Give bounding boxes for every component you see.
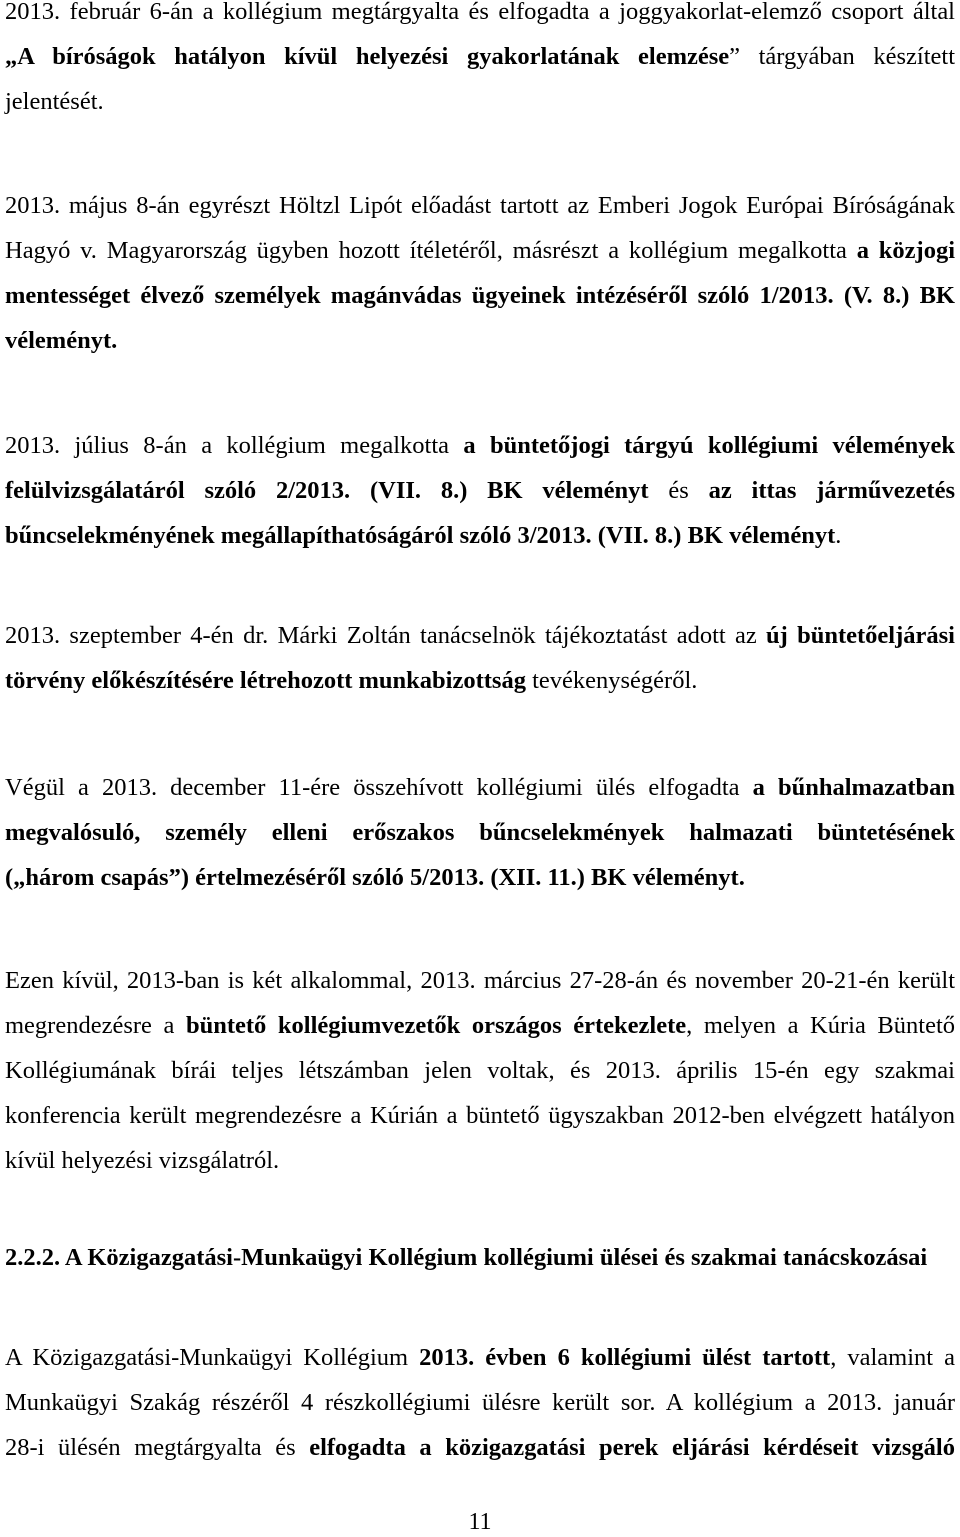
text-run: megrendezésre a [5,1012,186,1039]
bold-text: törvény előkészítésére létrehozott munkabizottság [5,667,526,694]
text-run: . [835,522,842,549]
text-run: 28-i ülésén megtárgyalta és [5,1434,310,1461]
text-run: Kollégiumának bírái teljes létszámban jelen voltak, és 2013. április 15-én egy szakmai [5,1057,955,1084]
text-line [5,810,955,855]
text-run: konferencia került megrendezésre a Kúrián a büntető ügyszakban 2012-ben elvégzett hatályon [5,1102,955,1129]
text-line [5,855,955,900]
bold-text: („három csapás”) értelmezéséről szóló 5/2013. (XII. 11.) BK véleményt. [5,864,745,891]
text-run: 2013. július 8-án a kollégium megalkotta [5,432,464,459]
text-line [5,1335,955,1380]
text-line [5,318,955,363]
text-line [5,1380,955,1425]
bold-text: bűncselekményének megállapíthatóságáról szóló 3/2013. (VII. 8.) BK véleményt [5,522,836,549]
text-line [5,273,955,318]
text-line [5,183,955,228]
text-run: A Közigazgatási-Munkaügyi Kollégium [5,1344,420,1371]
text-run: Ezen kívül, 2013-ban is két alkalommal, 2013. március 27-28-án és november 20-21-én került [5,967,955,994]
text-run: kívül helyezési vizsgálatról. [5,1147,280,1174]
bold-text: a közjogi [856,237,955,264]
bold-text: a bűnhalmazatban [752,774,955,801]
bold-text: 2.2.2. A Közigazgatási-Munkaügyi Kollégium kollégiumi ülései és szakmai tanácskozásai [5,1244,928,1271]
text-run: Végül a 2013. december 11-ére összehívott kollégiumi ülés elfogadta [5,774,753,801]
bold-text: a büntetőjogi tárgyú kollégiumi vélemények [463,432,955,459]
text-run: 2013. február 6-án a kollégium megtárgyalta és elfogadta a joggyakorlat-elemző csoport által [5,0,955,25]
text-line [5,468,955,513]
page-number: 11 [468,1509,492,1535]
text-run: , valamint a [830,1344,955,1371]
text-line [5,1235,955,1280]
text-run: ” tárgyában készített [729,43,956,70]
text-run: 2013. május 8-án egyrészt Höltzl Lipót előadást tartott az Emberi Jogok Európai Bíróságának [5,192,955,219]
paragraph [5,0,955,124]
bold-text: elfogadta a közigazgatási perek eljárási kérdéseit vizsgáló [309,1434,955,1461]
text-line [5,34,955,79]
text-line [5,79,955,124]
text-line [5,228,955,273]
text-line [5,765,955,810]
bold-text: mentességet élvező személyek magánvádas ügyeinek intézéséről szóló 1/2013. (V. 8.) BK [5,282,955,309]
text-line [5,423,955,468]
text-run: Hagyó v. Magyarország ügyben hozott ítéletéről, másrészt a kollégium megalkotta [5,237,857,264]
bold-text: az ittas járművezetés [708,477,955,504]
bold-text: új büntetőeljárási [766,622,955,649]
text-run: tevékenységéről. [525,667,698,694]
bold-text: megvalósuló, személy elleni erőszakos bűncselekmények halmazati büntetésének [5,819,955,846]
bold-text: büntető kollégiumvezetők országos értekezlete [185,1012,687,1039]
text-line [5,658,955,703]
paragraph [5,958,955,1183]
text-line [5,1093,955,1138]
bold-text: 2013. évben 6 kollégiumi ülést tartott [419,1344,831,1371]
bold-text: „A bíróságok hatályon kívül helyezési gyakorlatának elemzése [5,43,730,70]
text-run: Munkaügyi Szakág részéről 4 részkollégiumi ülésre került sor. A kollégium a 2013. január [5,1389,955,1416]
text-line [5,613,955,658]
paragraph [5,765,955,900]
text-run: 2013. szeptember 4-én dr. Márki Zoltán tanácselnök tájékoztatást adott az [5,622,767,649]
text-line [5,0,955,34]
bold-text: felülvizsgálatáról szóló 2/2013. (VII. 8.) BK véleményt [5,477,649,504]
text-run: , melyen a Kúria Büntető [686,1012,955,1039]
text-line [5,1138,955,1183]
text-line [5,513,955,558]
paragraph [5,613,955,703]
text-line [5,1003,955,1048]
paragraph [5,183,955,363]
text-run: jelentését. [5,88,104,115]
text-line [5,1425,955,1470]
bold-text: véleményt. [5,327,118,354]
paragraph [5,1335,955,1470]
text-run: és [648,477,709,504]
text-line [5,1048,955,1093]
section-heading [5,1235,955,1280]
paragraph [5,423,955,558]
text-line [5,958,955,1003]
